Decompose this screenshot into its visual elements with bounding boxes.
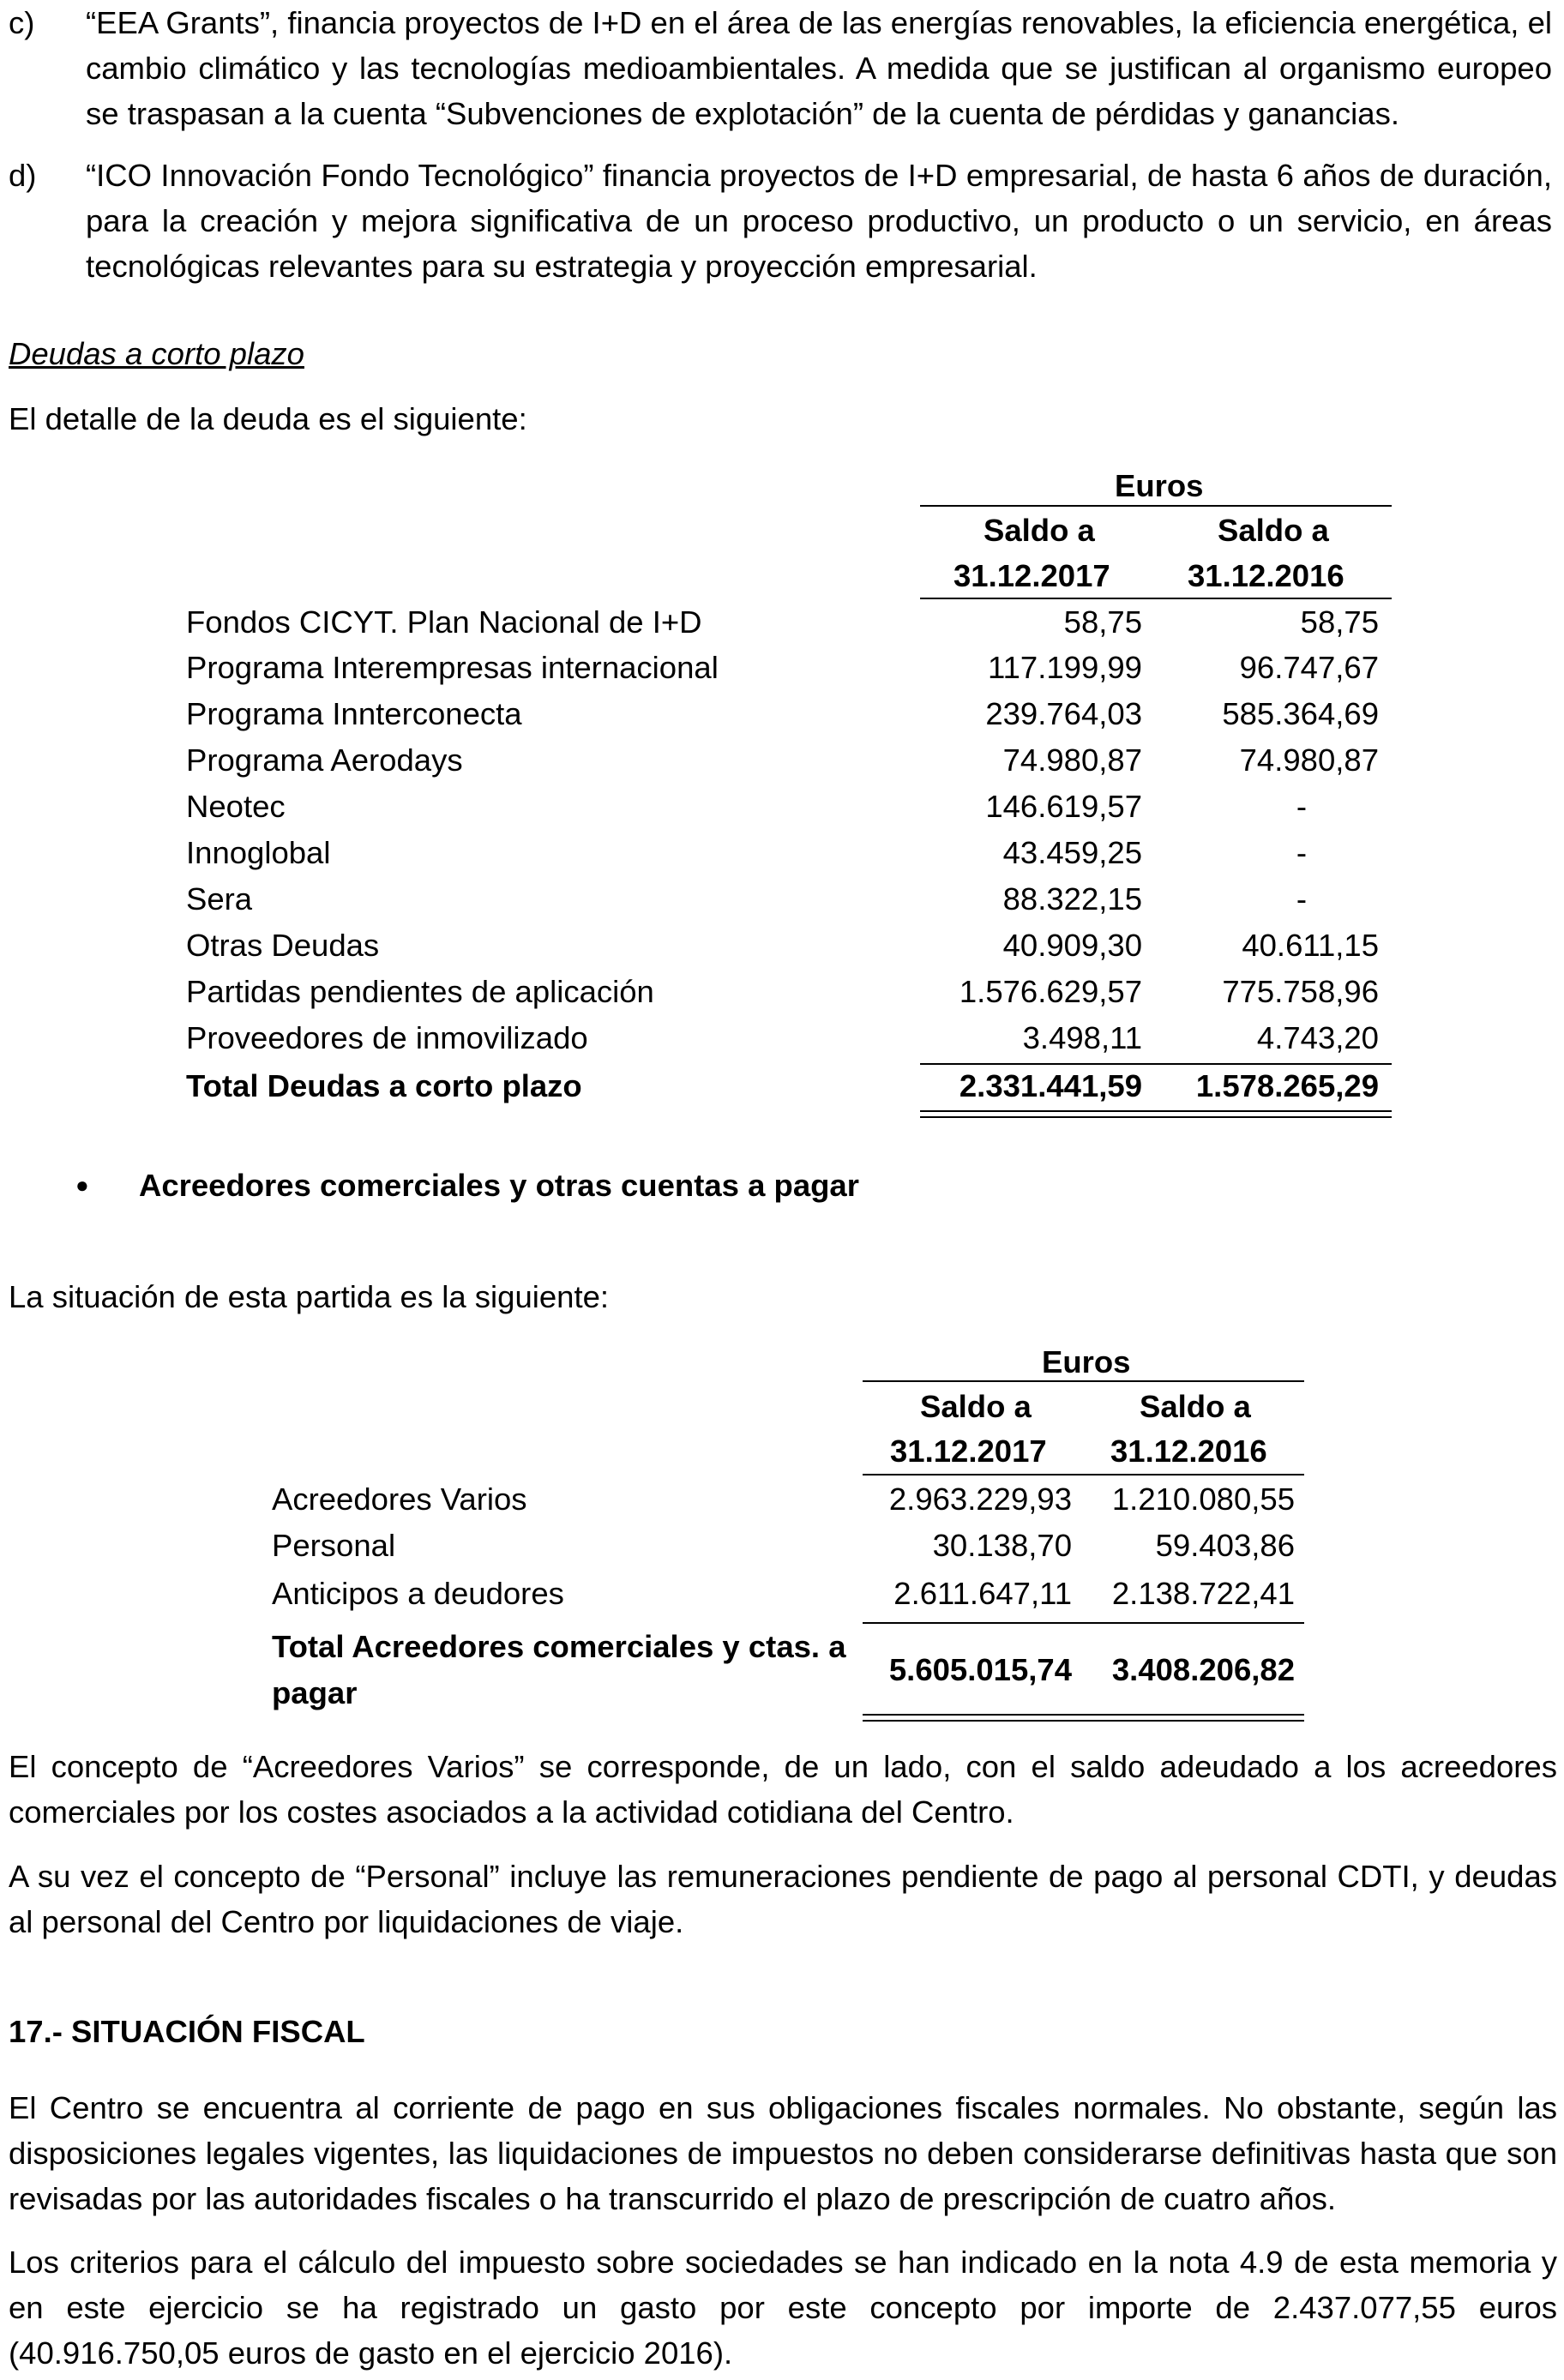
debt-heading: Deudas a corto plazo	[9, 336, 304, 371]
row-value-2017: 74.980,87	[1002, 742, 1142, 778]
list-marker: c)	[9, 5, 35, 40]
row-value-2016: 40.611,15	[1242, 928, 1379, 963]
total-label-line1: Total Acreedores comerciales y ctas. a	[272, 1629, 846, 1664]
col-2017-header-line1: Saldo a	[920, 1389, 1032, 1424]
row-value-2017: 43.459,25	[1002, 835, 1142, 870]
bullet-dot: ●	[75, 1172, 89, 1198]
row-value-2017: 58,75	[1063, 604, 1142, 640]
debt-intro: El detalle de la deuda es el siguiente:	[9, 401, 527, 436]
row-label: Programa Aerodays	[186, 742, 463, 778]
list-item-d	[9, 153, 1552, 289]
row-value-2017: 88.322,15	[1002, 881, 1142, 917]
row-value-2016: 74.980,87	[1239, 742, 1379, 778]
row-label: Innoglobal	[186, 835, 331, 870]
total-label-line2: pagar	[272, 1675, 358, 1710]
list-marker: d)	[9, 158, 37, 193]
row-label: Programa Interempresas internacional	[186, 650, 719, 685]
row-label: Anticipos a deudores	[272, 1576, 564, 1611]
total-2016: 1.578.265,29	[1195, 1068, 1379, 1103]
row-value-2017: 2.963.229,93	[888, 1481, 1072, 1517]
total-top-rule	[863, 1622, 1304, 1624]
row-label: Sera	[186, 881, 253, 917]
row-value-2016: -	[1296, 835, 1307, 870]
col-2017-header-line1: Saldo a	[984, 513, 1095, 548]
col-2016-header-line2: 31.12.2016	[1110, 1433, 1267, 1469]
bullet-heading: Acreedores comerciales y otras cuentas a pagar	[139, 1168, 859, 1203]
list-item-text: “ICO Innovación Fondo Tecnológico” financia proyectos de I+D empresarial, de hasta 6 años de duración, para la creación y mejora significativa de un proceso productivo, un producto o un servicio, en áreas tecnológicas relevantes para su estrategia y proyección empresarial.	[86, 158, 1552, 284]
row-label: Neotec	[186, 789, 286, 824]
row-value-2016: -	[1296, 789, 1307, 824]
list-item-text: “EEA Grants”, financia proyectos de I+D en el área de las energías renovables, la eficiencia energética, el cambio climático y las tecnologías medioambientales. A medida que se justifican al organismo europeo se traspasan a la cuenta “Subvenciones de explotación” de la cuenta de pérdidas y ganancias.	[86, 5, 1552, 131]
col-2016-header-line1: Saldo a	[1218, 513, 1329, 548]
total-double-rule	[920, 1110, 1392, 1118]
section-title: 17.- SITUACIÓN FISCAL	[9, 2014, 365, 2049]
row-value-2016: 775.758,96	[1222, 974, 1379, 1009]
row-label: Acreedores Varios	[272, 1481, 527, 1517]
row-value-2017: 239.764,03	[985, 696, 1142, 731]
total-2016: 3.408.206,82	[1111, 1652, 1295, 1687]
row-value-2017: 1.576.629,57	[959, 974, 1142, 1009]
total-2017: 2.331.441,59	[959, 1068, 1142, 1103]
row-value-2016: 58,75	[1300, 604, 1379, 640]
header-rule	[920, 505, 1392, 507]
row-value-2016: 59.403,86	[1155, 1528, 1295, 1563]
row-value-2016: -	[1296, 881, 1307, 917]
row-value-2016: 96.747,67	[1239, 650, 1379, 685]
row-value-2017: 3.498,11	[1022, 1020, 1142, 1055]
row-value-2017: 117.199,99	[988, 650, 1142, 685]
header-bottom-rule	[863, 1474, 1304, 1475]
row-label: Otras Deudas	[186, 928, 380, 963]
paragraph-personal: A su vez el concepto de “Personal” incluye las remuneraciones pendiente de pago al personal CDTI, y deudas al personal del Centro por liquidaciones de viaje.	[9, 1859, 1557, 1939]
paragraph-acreedores: El concepto de “Acreedores Varios” se corresponde, de un lado, con el saldo adeudado a los acreedores comerciales por los costes asociados a la actividad cotidiana del Centro.	[9, 1749, 1557, 1830]
row-value-2016: 2.138.722,41	[1111, 1576, 1295, 1611]
col-2017-header-line2: 31.12.2017	[953, 558, 1110, 593]
col-2017-header-line2: 31.12.2017	[890, 1433, 1047, 1469]
total-label: Total Deudas a corto plazo	[186, 1068, 582, 1103]
list-item-c	[9, 0, 1552, 136]
currency-header: Euros	[1042, 1344, 1131, 1379]
row-value-2017: 40.909,30	[1002, 928, 1142, 963]
row-label: Partidas pendientes de aplicación	[186, 974, 654, 1009]
row-value-2017: 30.138,70	[932, 1528, 1072, 1563]
col-2016-header-line1: Saldo a	[1140, 1389, 1251, 1424]
row-value-2016: 585.364,69	[1222, 696, 1379, 731]
creditors-intro: La situación de esta partida es la siguiente:	[9, 1279, 610, 1314]
row-value-2017: 2.611.647,11	[893, 1576, 1072, 1611]
currency-header: Euros	[1115, 468, 1204, 503]
paragraph-fiscal-1: El Centro se encuentra al corriente de pago en sus obligaciones fiscales normales. No obstante, según las disposiciones legales vigentes, las liquidaciones de impuestos no deben considerarse definitivas hasta que son revisadas por las autoridades fiscales o ha transcurrido el plazo de prescripción de cuatro años.	[9, 2090, 1557, 2216]
row-value-2017: 146.619,57	[985, 789, 1142, 824]
row-label: Proveedores de inmovilizado	[186, 1020, 588, 1055]
total-2017: 5.605.015,74	[888, 1652, 1072, 1687]
paragraph-fiscal-2: Los criterios para el cálculo del impuesto sobre sociedades se han indicado en la nota 4.9 de esta memoria y en este ejercicio se ha registrado un gasto por este concepto por importe de 2.437.077,55 euros (40.916.750,05 euros de gasto en el ejercicio 2016).	[9, 2245, 1557, 2371]
row-label: Personal	[272, 1528, 396, 1563]
total-double-rule	[863, 1714, 1304, 1722]
row-value-2016: 4.743,20	[1256, 1020, 1379, 1055]
header-rule	[863, 1380, 1304, 1382]
row-label: Fondos CICYT. Plan Nacional de I+D	[186, 604, 702, 640]
row-label: Programa Innterconecta	[186, 696, 522, 731]
row-value-2016: 1.210.080,55	[1111, 1481, 1295, 1517]
col-2016-header-line2: 31.12.2016	[1188, 558, 1344, 593]
